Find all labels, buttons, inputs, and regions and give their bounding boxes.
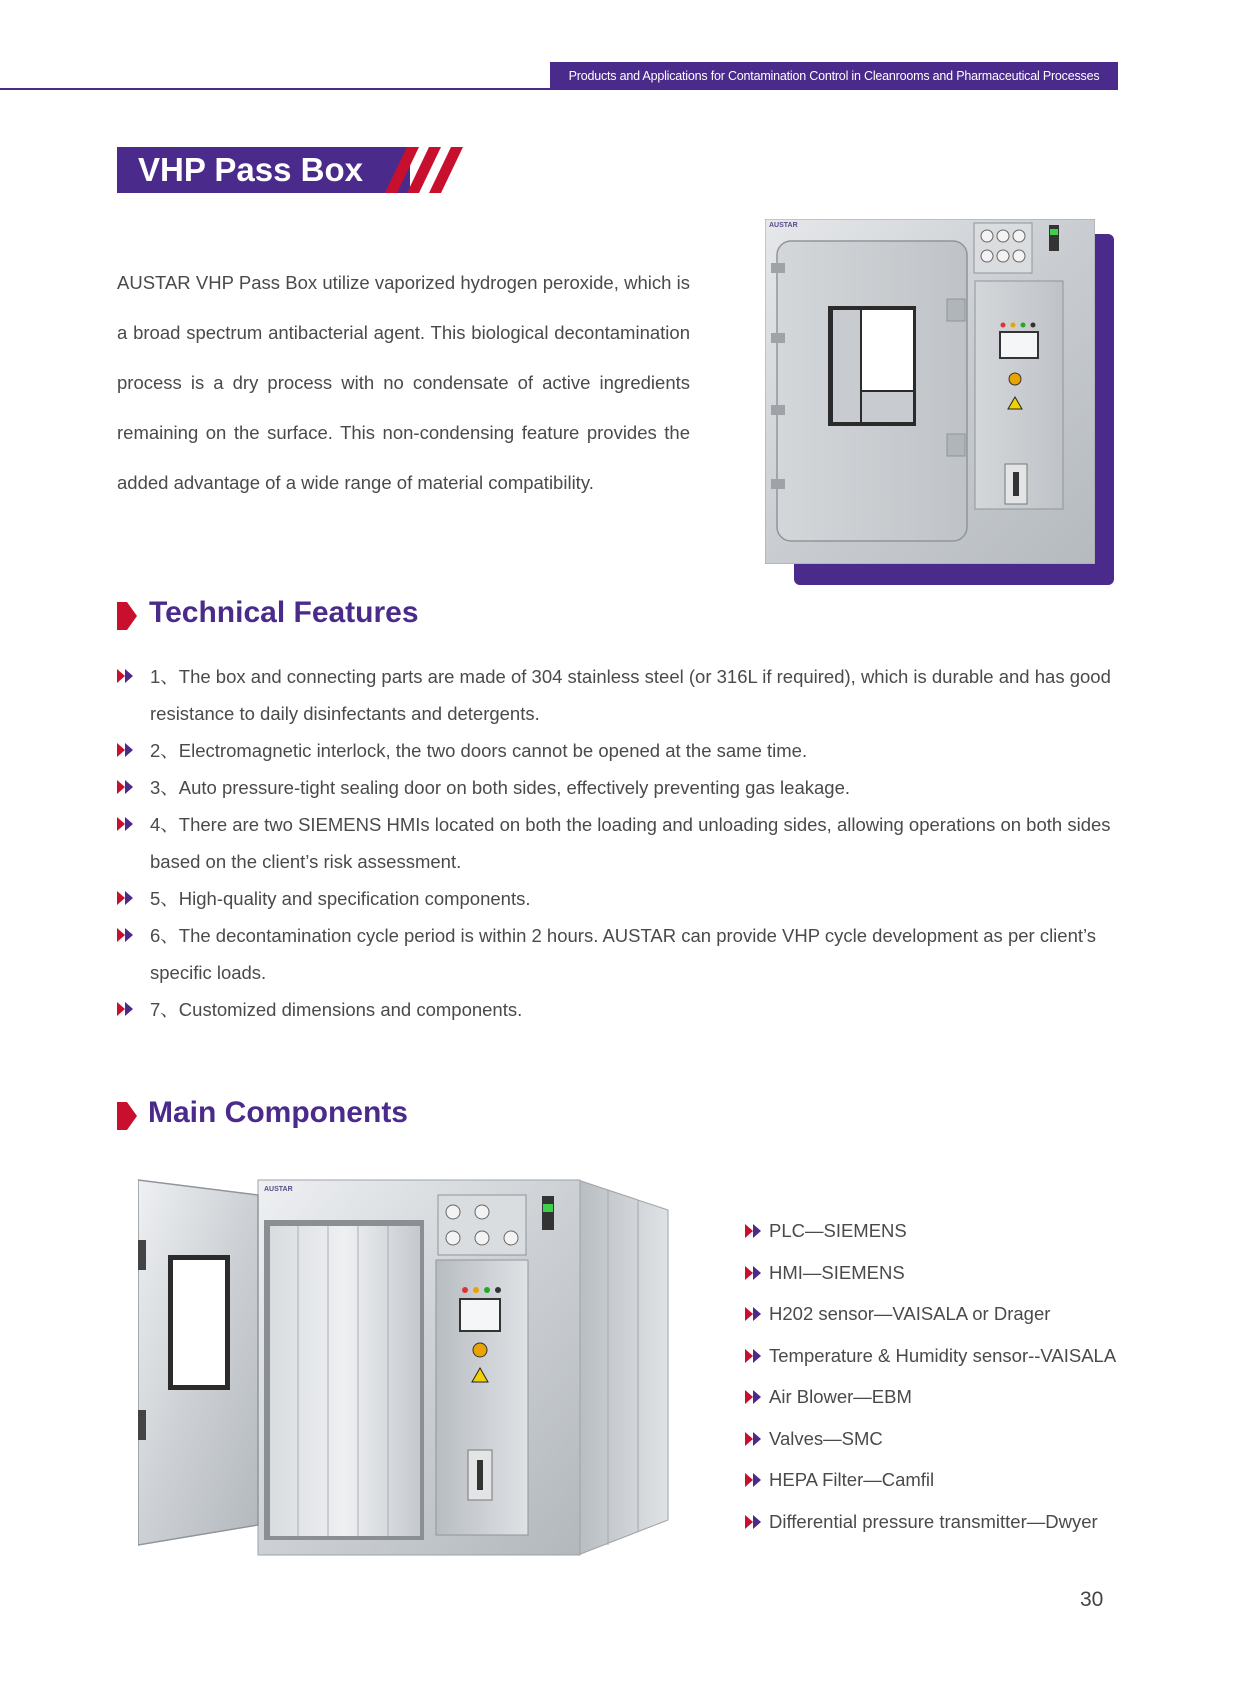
technical-features-heading: Technical Features xyxy=(149,596,419,629)
component-item xyxy=(745,1335,1135,1377)
header-banner: Products and Applications for Contamination Control in Cleanrooms and Pharmaceutical Processes xyxy=(550,62,1118,90)
double-arrow-bullet-icon xyxy=(117,928,135,942)
feature-text: 4、There are two SIEMENS HMIs located on both the loading and unloading sides, allowing operations on both sides based on the client’s risk assessment. xyxy=(150,814,1111,872)
feature-text: 2、Electromagnetic interlock, the two doors cannot be opened at the same time. xyxy=(150,740,808,761)
page-title: VHP Pass Box xyxy=(138,151,364,188)
vhp-pass-box-open-image xyxy=(138,1160,678,1560)
intro-paragraph: AUSTAR VHP Pass Box utilize vaporized hydrogen peroxide, which is a broad spectrum antibacterial agent. This biological decontamination process is a dry process with no condensate of active ingredients remaining on the surface. This non-condensing feature provides the added advantage of a wide range of material compatibility. xyxy=(117,272,690,493)
double-arrow-bullet-icon xyxy=(745,1349,763,1363)
component-text: Air Blower—EBM xyxy=(769,1386,912,1407)
slash-decoration-icon xyxy=(385,147,475,193)
component-item xyxy=(745,1293,1135,1335)
component-text: Differential pressure transmitter—Dwyer xyxy=(769,1510,1098,1532)
double-arrow-bullet-icon xyxy=(745,1515,763,1529)
brand-label: AUSTAR xyxy=(264,1186,293,1193)
section-marker-icon xyxy=(117,602,137,630)
component-text: HMI—SIEMENS xyxy=(769,1261,905,1283)
feature-item xyxy=(117,732,1119,769)
component-item xyxy=(745,1210,1135,1252)
double-arrow-bullet-icon xyxy=(117,743,135,757)
feature-item xyxy=(117,880,1119,917)
main-components-list xyxy=(745,1210,1135,1542)
double-arrow-bullet-icon xyxy=(117,1002,135,1016)
component-item xyxy=(745,1459,1135,1501)
feature-item xyxy=(117,806,1119,880)
component-item xyxy=(745,1252,1135,1294)
section-marker-icon xyxy=(117,1102,137,1130)
double-arrow-bullet-icon xyxy=(117,817,135,831)
double-arrow-bullet-icon xyxy=(745,1266,763,1280)
feature-text: 7、Customized dimensions and components. xyxy=(150,999,523,1020)
double-arrow-bullet-icon xyxy=(745,1224,763,1238)
component-item xyxy=(745,1376,1135,1418)
feature-text: 1、The box and connecting parts are made of 304 stainless steel (or 316L if required), which is durable and has good resistance to daily disinfectants and detergents. xyxy=(150,666,1111,724)
double-arrow-bullet-icon xyxy=(117,780,135,794)
component-text: HEPA Filter—Camfil xyxy=(769,1469,935,1490)
feature-item xyxy=(117,769,1119,806)
page-number: 30 xyxy=(1080,1588,1104,1611)
feature-text: 3、Auto pressure-tight sealing door on both sides, effectively preventing gas leakage. xyxy=(150,777,851,798)
double-arrow-bullet-icon xyxy=(745,1307,763,1321)
component-text: PLC—SIEMENS xyxy=(769,1220,907,1241)
component-item xyxy=(745,1501,1135,1543)
technical-features-list xyxy=(117,658,1119,1028)
component-text: Temperature & Humidity sensor--VAISALA xyxy=(769,1344,1117,1366)
vhp-pass-box-closed-image xyxy=(765,219,1095,564)
feature-text: 6、The decontamination cycle period is within 2 hours. AUSTAR can provide VHP cycle development as per client’s specific loads. xyxy=(150,925,1097,983)
double-arrow-bullet-icon xyxy=(745,1432,763,1446)
feature-item xyxy=(117,991,1119,1028)
feature-item xyxy=(117,917,1119,991)
double-arrow-bullet-icon xyxy=(745,1473,763,1487)
double-arrow-bullet-icon xyxy=(745,1390,763,1404)
component-text: Valves—SMC xyxy=(769,1427,883,1449)
component-text: H202 sensor—VAISALA or Drager xyxy=(769,1303,1051,1324)
main-components-heading: Main Components xyxy=(148,1096,408,1129)
brand-label: AUSTAR xyxy=(769,222,798,229)
component-item xyxy=(745,1418,1135,1460)
double-arrow-bullet-icon xyxy=(117,891,135,905)
double-arrow-bullet-icon xyxy=(117,669,135,683)
feature-item xyxy=(117,658,1119,732)
feature-text: 5、High-quality and specification components. xyxy=(150,888,531,909)
